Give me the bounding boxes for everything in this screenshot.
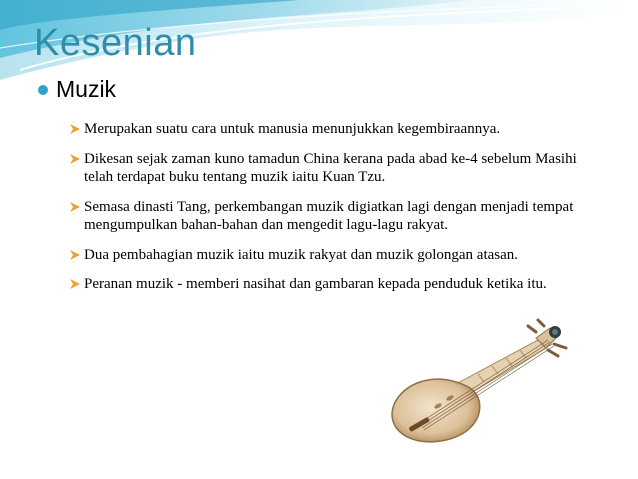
slide-title: Kesenian	[34, 22, 197, 64]
level1-item	[38, 76, 116, 103]
circle-bullet-icon	[38, 85, 48, 95]
list-item-text: Semasa dinasti Tang, perkembangan muzik digiatkan lagi dengan menjadi tempat mengumpulkan bahan-bahan dan mengedit lagu-lagu rakyat.	[84, 198, 574, 233]
list-item-text: Peranan muzik - memberi nasihat dan gambaran kepada penduduk ketika itu.	[84, 276, 547, 292]
list-item-text: Dua pembahagian muzik iaitu muzik rakyat dan muzik golongan atasan.	[84, 246, 519, 263]
level1-label: Muzik	[56, 76, 117, 102]
list-item	[66, 150, 606, 187]
list-item-text: Merupakan suatu cara untuk manusia menunjukkan kegembiraannya.	[84, 121, 501, 137]
bullet-list	[66, 120, 606, 305]
pipa-lute-image	[378, 318, 578, 456]
list-item-text: Dikesan sejak zaman kuno tamadun China kerana pada abad ke-4 sebelum Masihi telah terdapat buku tentang muzik iaitu Kuan Tzu.	[84, 150, 577, 185]
arrowhead-bullet-icon	[66, 201, 84, 213]
arrowhead-bullet-icon	[66, 123, 84, 135]
list-item	[66, 275, 606, 294]
list-item	[66, 120, 606, 139]
arrowhead-bullet-icon	[66, 278, 84, 290]
list-item	[66, 246, 606, 265]
list-item	[66, 198, 606, 235]
arrowhead-bullet-icon	[66, 249, 84, 261]
arrowhead-bullet-icon	[66, 153, 84, 165]
